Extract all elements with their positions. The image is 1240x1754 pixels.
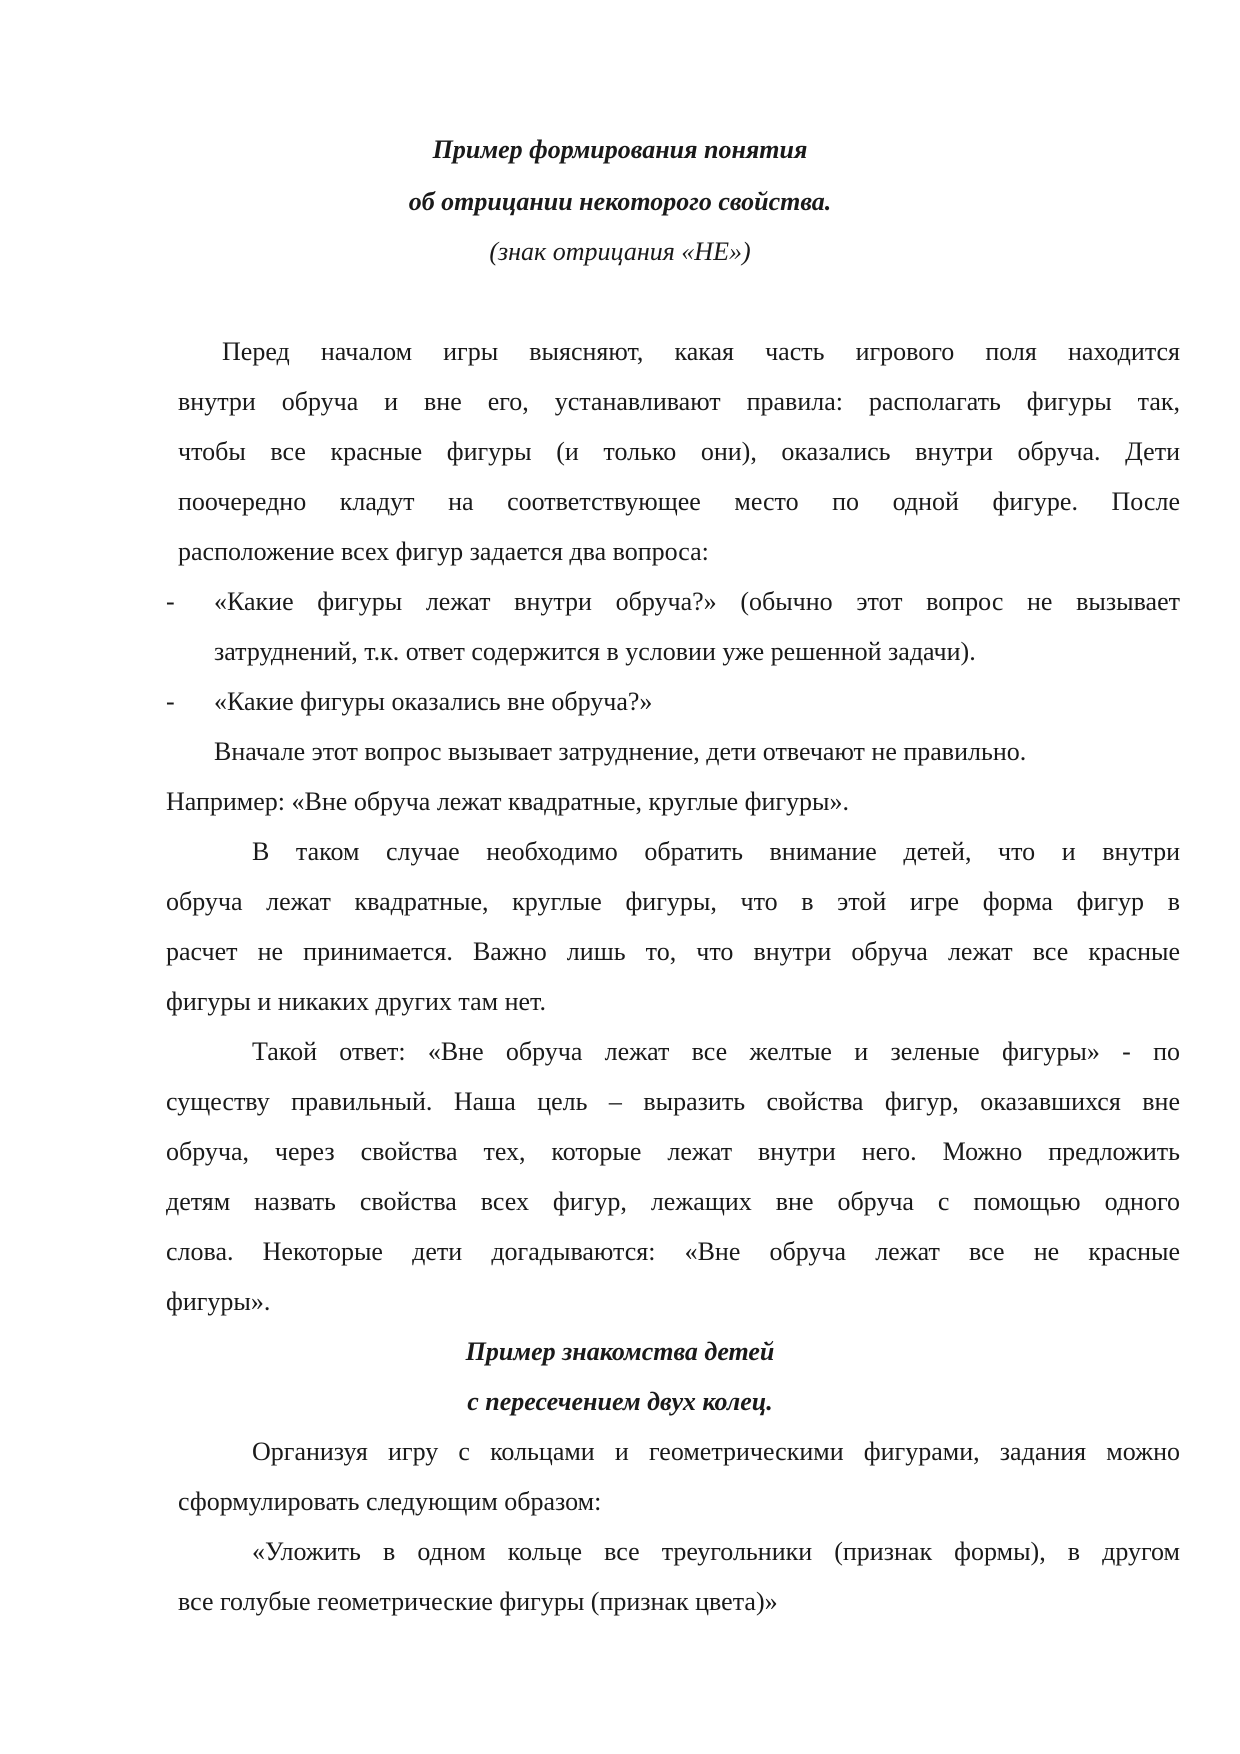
- paragraph-3-line-2: обруча лежат квадратные, круглые фигуры, что в этой игре форма фигур в: [166, 887, 1180, 916]
- paragraph-5-line-1: Организуя игру с кольцами и геометрическими фигурами, задания можно: [252, 1437, 1180, 1466]
- paragraph-4-line-3: обруча, через свойства тех, которые лежат внутри него. Можно предложить: [166, 1137, 1180, 1166]
- paragraph-6-line-2: все голубые геометрические фигуры (признак цвета)»: [178, 1587, 778, 1616]
- paragraph-3-line-4: фигуры и никаких других там нет.: [166, 987, 546, 1016]
- paragraph-4-line-1: Такой ответ: «Вне обруча лежат все желтые и зеленые фигуры» - по: [252, 1037, 1180, 1066]
- paragraph-1-line-3: чтобы все красные фигуры (и только они), оказались внутри обруча. Дети: [178, 437, 1180, 466]
- heading-2-line-2: с пересечением двух колец.: [467, 1387, 773, 1416]
- heading-1-line-2: об отрицании некоторого свойства.: [408, 187, 832, 216]
- paragraph-1-line-1: Перед началом игры выясняют, какая часть игрового поля находится: [222, 337, 1180, 366]
- paragraph-4-line-4: детям назвать свойства всех фигур, лежащих вне обруча с помощью одного: [166, 1187, 1180, 1216]
- paragraph-3-line-3: расчет не принимается. Важно лишь то, что внутри обруча лежат все красные: [166, 937, 1180, 966]
- paragraph-4-line-2: существу правильный. Наша цель – выразить свойства фигур, оказавшихся вне: [166, 1087, 1180, 1116]
- list-item-1-marker: -: [166, 587, 175, 616]
- paragraph-6-line-1: «Уложить в одном кольце все треугольники (признак формы), в другом: [252, 1537, 1180, 1566]
- paragraph-2-line-2: Например: «Вне обруча лежат квадратные, круглые фигуры».: [166, 787, 850, 816]
- paragraph-4-line-6: фигуры».: [166, 1287, 271, 1316]
- paragraph-1-line-4: поочередно кладут на соответствующее место по одной фигуре. После: [178, 487, 1180, 516]
- heading-2-line-1: Пример знакомства детей: [465, 1337, 775, 1366]
- paragraph-3-line-1: В таком случае необходимо обратить внимание детей, что и внутри: [252, 837, 1180, 866]
- paragraph-5-line-2: сформулировать следующим образом:: [178, 1487, 602, 1516]
- paragraph-1-line-2: внутри обруча и вне его, устанавливают правила: располагать фигуры так,: [178, 387, 1180, 416]
- paragraph-4-line-5: слова. Некоторые дети догадываются: «Вне обруча лежат все не красные: [166, 1237, 1180, 1266]
- list-item-2-line-1: «Какие фигуры оказались вне обруча?»: [214, 687, 653, 716]
- list-item-1-line-1: «Какие фигуры лежат внутри обруча?» (обычно этот вопрос не вызывает: [214, 587, 1180, 616]
- paragraph-2-line-1: Вначале этот вопрос вызывает затруднение, дети отвечают не правильно.: [214, 737, 1027, 766]
- paragraph-1-line-5: расположение всех фигур задается два вопроса:: [178, 537, 709, 566]
- heading-1-line-1: Пример формирования понятия: [432, 135, 808, 164]
- heading-1-line-3: (знак отрицания «НЕ»): [489, 237, 751, 266]
- list-item-2-marker: -: [166, 687, 175, 716]
- list-item-1-line-2: затруднений, т.к. ответ содержится в условии уже решенной задачи).: [214, 637, 976, 666]
